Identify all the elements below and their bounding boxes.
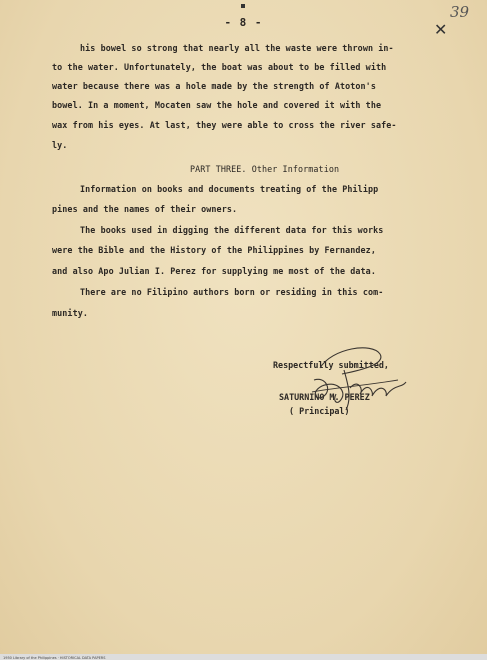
- paragraph-line: pines and the names of their owners.: [52, 204, 238, 214]
- paragraph-line: his bowel so strong that nearly all the waste were thrown in-: [80, 43, 394, 53]
- signatory-title: ( Principal): [289, 406, 350, 416]
- page-number: - 8 -: [224, 16, 263, 29]
- folio-number: 39: [450, 3, 470, 21]
- closing-phrase: Respectfully submitted,: [273, 360, 389, 370]
- paragraph-line: were the Bible and the History of the Philippines by Fernandez,: [52, 245, 376, 255]
- paragraph-line: Information on books and documents treating of the Philipp: [80, 184, 379, 194]
- paragraph-line: bowel. In a moment, Mocaten saw the hole and covered it with the: [52, 100, 382, 110]
- paragraph-line: to the water. Unfortunately, the boat was about to be filled with: [52, 62, 387, 72]
- paragraph-line: water because there was a hole made by the strength of Atoton's: [52, 81, 376, 91]
- paragraph-line: munity.: [52, 308, 88, 318]
- signatory-name: SATURNINO M. PEREZ: [279, 392, 370, 402]
- binding-mark: [241, 4, 245, 8]
- handwritten-signature: [302, 340, 422, 415]
- check-mark-icon: ✕: [434, 20, 448, 39]
- paragraph-line: There are no Filipino authors born or residing in this com-: [80, 287, 384, 297]
- section-heading: PART THREE. Other Information: [190, 164, 340, 174]
- paragraph-line: ly.: [52, 140, 68, 150]
- footer-text: 1950 Library of the Philippines · HISTORICAL DATA PAPERS: [3, 656, 106, 660]
- paragraph-line: and also Apo Julian I. Perez for supplying me most of the data.: [52, 266, 376, 276]
- paragraph-line: The books used in digging the different data for this works: [80, 225, 384, 235]
- paragraph-line: wax from his eyes. At last, they were able to cross the river safe-: [52, 120, 397, 130]
